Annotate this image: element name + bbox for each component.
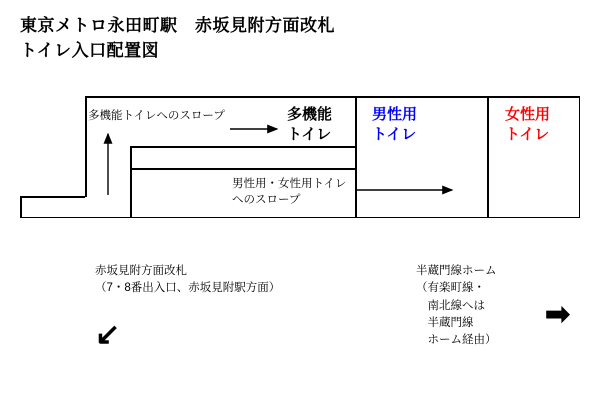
wall-top [85,96,580,98]
room-label-multipurpose [287,105,332,146]
direction-hanzomon [416,263,497,349]
room-label-multipurpose-line-2: トイレ [287,126,332,144]
partition-mens-womens [487,96,489,217]
direction-akasakamitsuke [95,263,280,298]
direction-akasakamitsuke-line-2: （7・8番出入口、赤坂見附駅方面） [95,282,281,295]
room-label-womens [505,105,550,146]
wall-corridor-top-left [20,196,85,198]
corridor-inner-left [130,146,132,217]
wall-bottom-right [355,217,580,219]
page-title-line-1: 東京メトロ永田町駅 赤坂見附方面改札 [20,16,335,35]
partition-multipurpose-mens [355,96,357,217]
wall-right [579,96,581,218]
annotation-slope-multipurpose: 多機能トイレへのスロープ [88,110,225,122]
direction-hanzomon-line-5: ホーム経由） [416,334,497,346]
arrow-down-left-icon: ↙ [95,318,121,351]
room-label-multipurpose-line-1: 多機能 [287,106,333,123]
page-title-line-2: トイレ入口配置図 [20,40,160,60]
room-label-womens-line-1: 女性用 [505,106,551,123]
room-label-mens-line-2: トイレ [372,126,417,144]
wall-left-upper [85,96,87,197]
wall-left-end [20,196,22,218]
direction-akasakamitsuke-line-1: 赤坂見附方面改札 [95,265,187,277]
arrow-right-icon: ➡ [545,298,571,331]
direction-hanzomon-line-2: （有楽町線・ [416,282,485,295]
corridor-inner-mid [130,168,356,170]
corridor-inner-top [130,146,356,148]
wall-bottom-left [20,217,356,219]
room-label-mens [372,105,417,146]
direction-hanzomon-line-4: 半蔵門線 [416,316,474,329]
direction-hanzomon-line-1: 半蔵門線ホーム [416,265,497,277]
room-label-womens-line-2: トイレ [505,126,550,144]
direction-hanzomon-line-3: 南北線へは [416,299,485,312]
annotation-slope-mens-womens-line-1: 男性用・女性用トイレ [232,178,347,190]
page-title [20,14,335,63]
room-label-mens-line-1: 男性用 [372,106,418,123]
annotation-slope-mens-womens-line-2: へのスロープ [232,194,301,206]
